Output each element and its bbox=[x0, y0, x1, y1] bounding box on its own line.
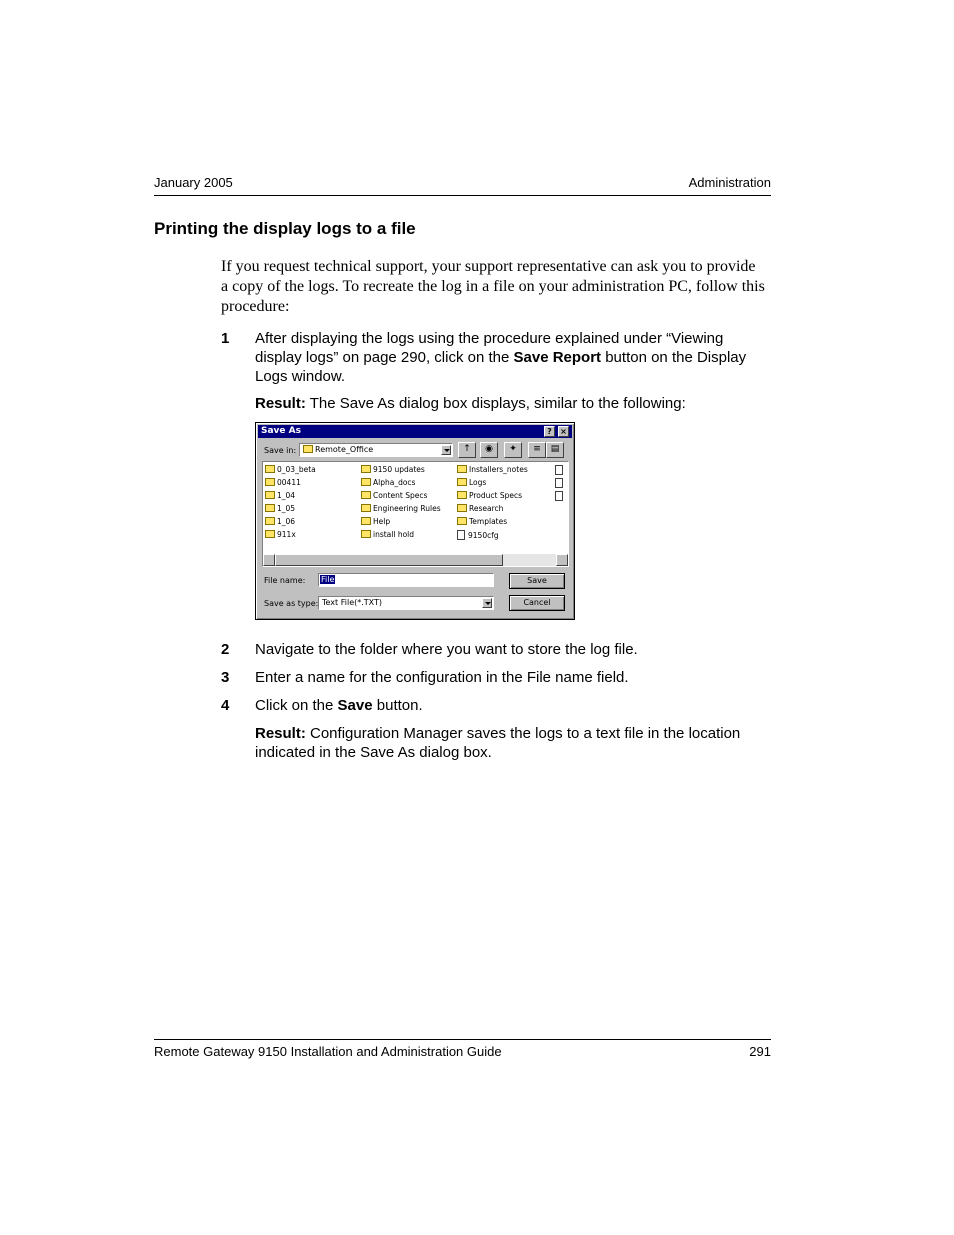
file-name-label: File name: bbox=[264, 576, 306, 585]
folder-icon bbox=[265, 491, 275, 499]
save-type-label: Save as type: bbox=[264, 599, 319, 608]
chevron-down-icon[interactable] bbox=[482, 598, 492, 608]
result-1: Result: The Save As dialog box displays, similar to the following: bbox=[255, 395, 686, 412]
list-item[interactable]: Installers_notes bbox=[457, 465, 528, 477]
scroll-left-icon[interactable] bbox=[263, 554, 275, 566]
list-item[interactable]: 9150 updates bbox=[361, 465, 425, 477]
folder-icon bbox=[265, 465, 275, 473]
save-type-dropdown[interactable]: Text File(*.TXT) bbox=[318, 596, 494, 610]
step-text: Enter a name for the configuration in the File name field. bbox=[255, 669, 629, 686]
details-view-icon[interactable]: ▤ bbox=[546, 442, 564, 458]
list-item[interactable]: 0_03_beta bbox=[265, 465, 316, 477]
new-folder-icon[interactable]: ✦ bbox=[504, 442, 522, 458]
list-item[interactable]: Engineering Rules bbox=[361, 504, 441, 516]
folder-icon bbox=[361, 530, 371, 538]
scroll-thumb[interactable] bbox=[275, 554, 503, 566]
section-title: Printing the display logs to a file bbox=[154, 219, 416, 238]
footer-title: Remote Gateway 9150 Installation and Administration Guide bbox=[154, 1044, 502, 1059]
horizontal-scrollbar[interactable] bbox=[263, 554, 568, 566]
save-in-dropdown[interactable]: Remote_Office bbox=[299, 443, 453, 457]
folder-icon bbox=[361, 491, 371, 499]
folder-icon bbox=[457, 517, 467, 525]
list-item[interactable]: 1_04 bbox=[265, 491, 295, 503]
list-item[interactable]: 911x bbox=[265, 530, 296, 542]
folder-icon bbox=[361, 504, 371, 512]
folder-icon bbox=[265, 530, 275, 538]
list-view-icon[interactable]: ≡ bbox=[528, 442, 546, 458]
step-number: 2 bbox=[221, 641, 230, 658]
folder-icon bbox=[457, 465, 467, 473]
save-in-label: Save in: bbox=[264, 446, 297, 455]
list-item[interactable]: 9150cfg bbox=[457, 530, 499, 542]
list-item[interactable]: Templates bbox=[457, 517, 507, 529]
list-item[interactable]: Alpha_docs bbox=[361, 478, 415, 490]
list-item[interactable]: Product Specs bbox=[457, 491, 522, 503]
list-item[interactable]: 1_05 bbox=[265, 504, 295, 516]
list-item[interactable]: Help bbox=[361, 517, 390, 529]
cancel-button[interactable]: Cancel bbox=[509, 595, 565, 611]
save-button[interactable]: Save bbox=[509, 573, 565, 589]
list-item[interactable]: 00411 bbox=[265, 478, 301, 490]
list-item[interactable] bbox=[555, 465, 566, 477]
close-button[interactable]: × bbox=[558, 426, 569, 437]
step-number: 1 bbox=[221, 330, 230, 347]
up-folder-icon[interactable]: ↑ bbox=[458, 442, 476, 458]
file-icon bbox=[555, 465, 563, 475]
list-item[interactable] bbox=[555, 491, 566, 503]
file-list[interactable] bbox=[262, 461, 569, 567]
folder-icon bbox=[265, 517, 275, 525]
file-icon bbox=[555, 491, 563, 501]
header-date: January 2005 bbox=[154, 175, 233, 190]
folder-icon bbox=[361, 465, 371, 473]
intro-paragraph: If you request technical support, your support representative can ask you to provide a copy of the logs. To recreate the log in a file on your administration PC, follow this procedure: bbox=[221, 258, 765, 315]
list-item[interactable] bbox=[555, 478, 566, 490]
page-number: 291 bbox=[749, 1044, 771, 1059]
dialog-title: Save As bbox=[261, 426, 301, 436]
step-number: 3 bbox=[221, 669, 230, 686]
result-2: Result: Configuration Manager saves the logs to a text file in the location indicated in the Save As dialog box. bbox=[255, 725, 741, 761]
folder-icon bbox=[265, 504, 275, 512]
folder-icon bbox=[361, 517, 371, 525]
scroll-right-icon[interactable] bbox=[556, 554, 568, 566]
step-text: Navigate to the folder where you want to store the log file. bbox=[255, 641, 638, 658]
page-header bbox=[154, 175, 771, 196]
step-text: Click on the Save button. bbox=[255, 697, 423, 714]
header-section: Administration bbox=[688, 175, 771, 190]
folder-icon bbox=[361, 478, 371, 486]
desktop-icon[interactable]: ◉ bbox=[480, 442, 498, 458]
list-item[interactable]: Content Specs bbox=[361, 491, 427, 503]
dialog-titlebar bbox=[258, 425, 572, 438]
save-as-dialog bbox=[255, 422, 575, 620]
chevron-down-icon[interactable] bbox=[441, 445, 451, 455]
file-icon bbox=[555, 478, 563, 488]
step-text: After displaying the logs using the procedure explained under “Viewing display logs” on page 290, click on the Save Report button on the Display Logs window. bbox=[255, 330, 747, 385]
folder-icon bbox=[265, 478, 275, 486]
list-item[interactable]: Logs bbox=[457, 478, 486, 490]
folder-icon bbox=[457, 491, 467, 499]
list-item[interactable]: install hold bbox=[361, 530, 414, 542]
step-number: 4 bbox=[221, 697, 230, 714]
folder-icon bbox=[303, 445, 313, 453]
list-item[interactable]: Research bbox=[457, 504, 503, 516]
folder-icon bbox=[457, 478, 467, 486]
help-button[interactable]: ? bbox=[544, 426, 555, 437]
file-name-input[interactable]: File bbox=[318, 573, 494, 587]
file-icon bbox=[457, 530, 465, 540]
page-footer bbox=[154, 1039, 771, 1059]
list-item[interactable]: 1_06 bbox=[265, 517, 295, 529]
folder-icon bbox=[457, 504, 467, 512]
